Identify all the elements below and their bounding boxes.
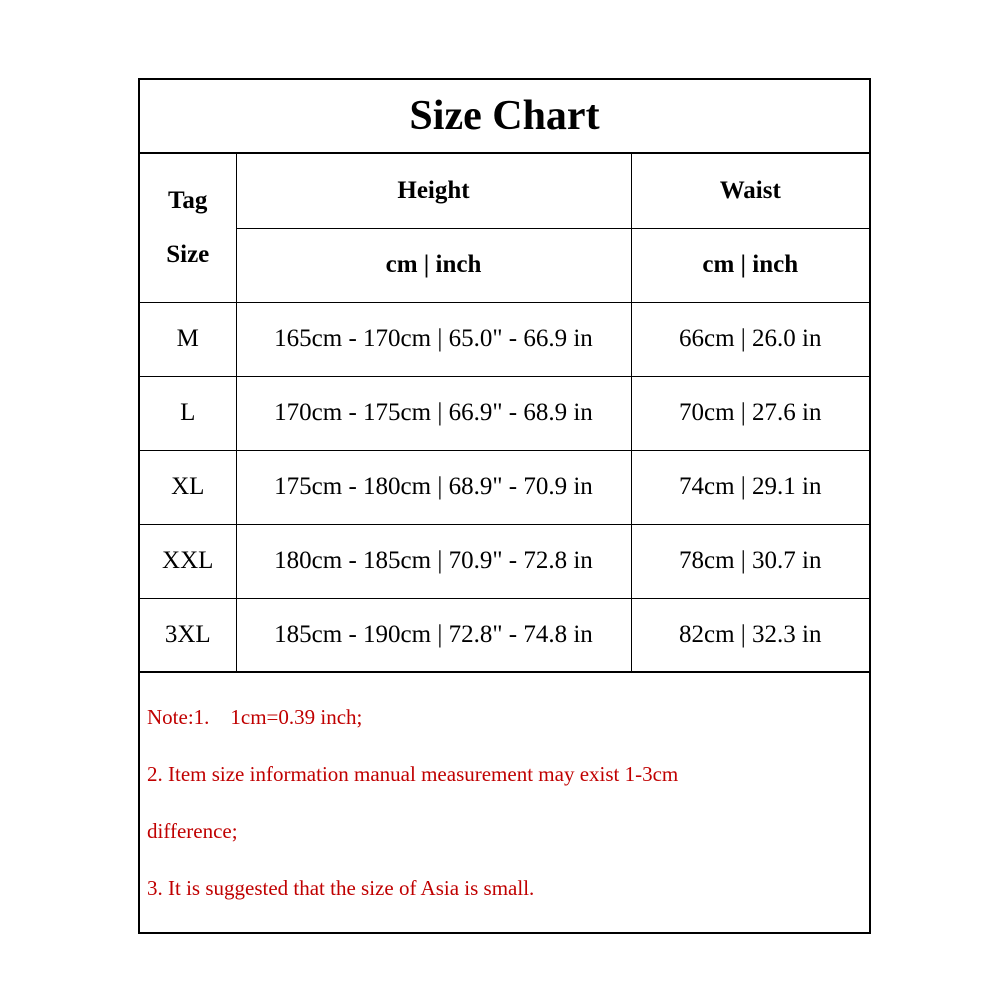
tag-size-header: [140, 154, 236, 302]
tag-cell: XL: [140, 450, 236, 524]
height-cell: 185cm - 190cm | 72.8" - 74.8 in: [236, 598, 631, 672]
tag-cell: 3XL: [140, 598, 236, 672]
waist-cell: 74cm | 29.1 in: [631, 450, 869, 524]
waist-cell: 66cm | 26.0 in: [631, 302, 869, 376]
note-line-3: difference;: [147, 819, 238, 843]
height-header: Height: [236, 154, 631, 228]
tag-header-line1: Tag: [168, 186, 208, 214]
table-row: [140, 598, 869, 672]
size-table: [140, 154, 869, 673]
note-line-1: Note:1. 1cm=0.39 inch;: [147, 705, 363, 729]
waist-cell: 82cm | 32.3 in: [631, 598, 869, 672]
height-cell: 170cm - 175cm | 66.9" - 68.9 in: [236, 376, 631, 450]
height-cell: 165cm - 170cm | 65.0" - 66.9 in: [236, 302, 631, 376]
header-row: [140, 154, 869, 228]
height-units: cm | inch: [236, 228, 631, 302]
tag-cell: M: [140, 302, 236, 376]
waist-cell: 70cm | 27.6 in: [631, 376, 869, 450]
tag-cell: L: [140, 376, 236, 450]
size-chart: [138, 78, 871, 934]
tag-header-line2: Size: [166, 240, 210, 268]
table-row: [140, 450, 869, 524]
waist-header: Waist: [631, 154, 869, 228]
height-cell: 175cm - 180cm | 68.9" - 70.9 in: [236, 450, 631, 524]
note-line-4: 3. It is suggested that the size of Asia is small.: [147, 876, 535, 900]
waist-units: cm | inch: [631, 228, 869, 302]
chart-title: Size Chart: [140, 80, 869, 154]
tag-cell: XXL: [140, 524, 236, 598]
waist-cell: 78cm | 30.7 in: [631, 524, 869, 598]
table-row: [140, 524, 869, 598]
note-line-2: 2. Item size information manual measurement may exist 1-3cm: [147, 762, 679, 786]
table-row: [140, 376, 869, 450]
notes-section: [140, 673, 869, 917]
table-row: [140, 302, 869, 376]
units-row: [140, 228, 869, 302]
height-cell: 180cm - 185cm | 70.9" - 72.8 in: [236, 524, 631, 598]
